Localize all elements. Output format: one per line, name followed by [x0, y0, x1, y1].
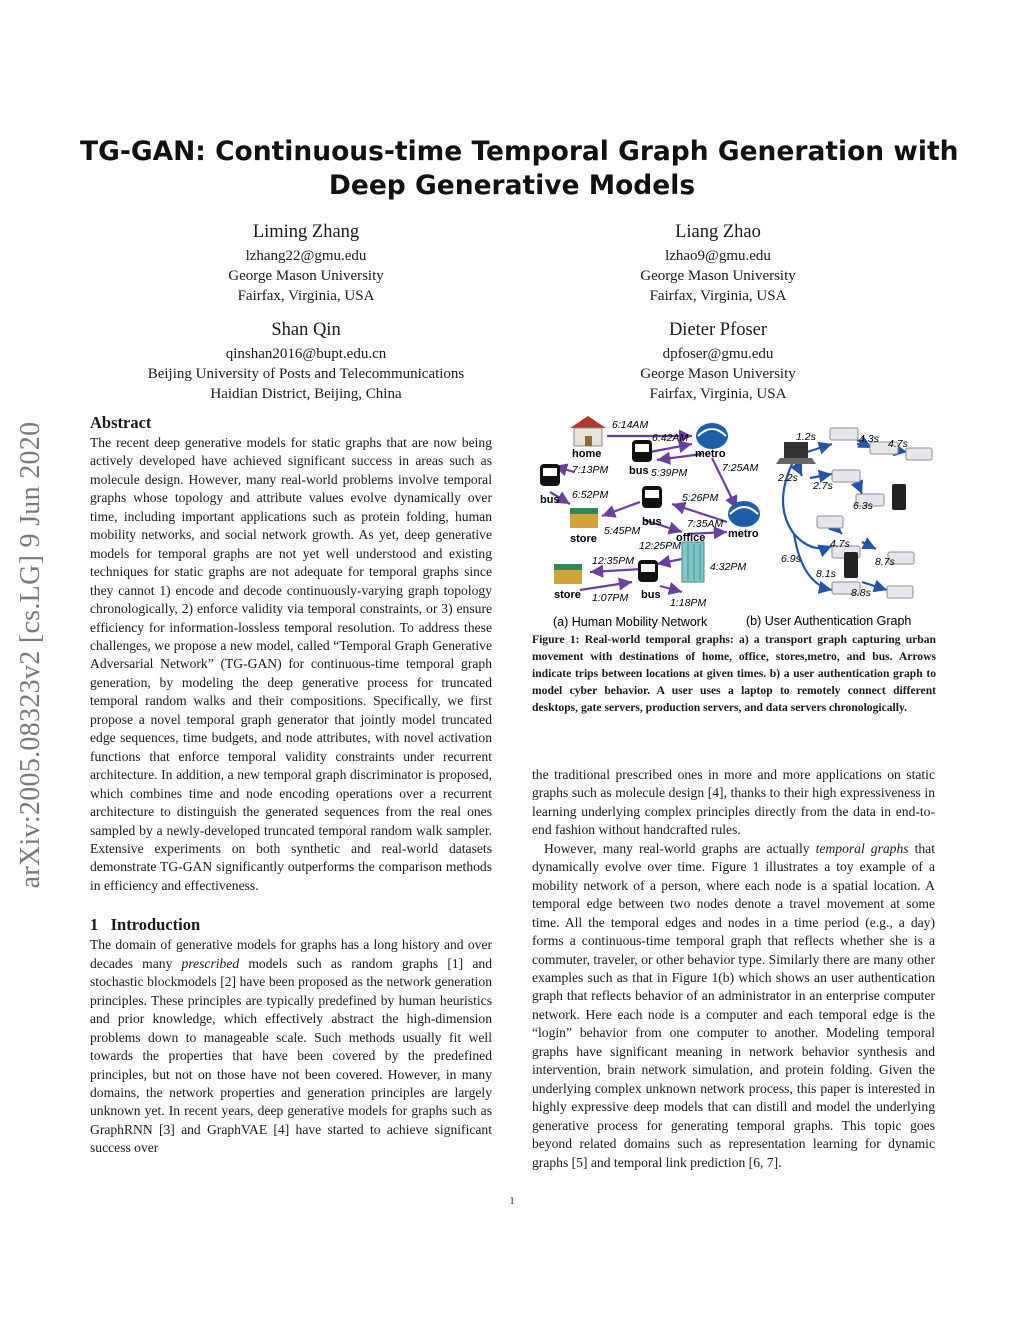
time-label: 5:26PM [682, 492, 719, 504]
author-block-2 [568, 220, 868, 306]
author-affiliation: George Mason University [640, 268, 796, 284]
paragraph: However, many real-world graphs are actually temporal graphs that dynamically evolve over time. Figure 1 illustrates a toy example of a mobility network of a person, where each node is a spatial location. A temporal edge between two nodes denote a travel movement at some time. All the temporal edges and nodes in a time period (e.g., a day) forms a continuous-time temporal graph that reflects whether she is a commuter, traveler, or other behavior type. Similarly there are many other examples such as that in Figure 1(b) which shows an user authentication graph that reflects behavior of an administrator in an enterprise computer network. Here each node is a computer and each temporal edge is the “login” behavior from one computer to another. Modeling temporal graphs have significant meaning in network behavior synthesis and intervention, brain network simulation, and protein folding. Given the underlying complex unknown network process, this paper is interested in highly expressive deep models that can distill and model the underlying generative process for generating temporal graphs. This topic goes beyond related domains such as representation learning for dynamic graphs [5] and temporal link prediction [6, 7]. [532, 840, 935, 1170]
time-label: 6:42AM [652, 432, 689, 444]
time-label: 8.7s [875, 556, 895, 568]
arxiv-identifier: arXiv:2005.08323v2 [cs.LG] 9 Jun 2020 [15, 421, 46, 889]
subfigure-label-a: (a) Human Mobility Network [553, 615, 708, 629]
node-label: bus [629, 465, 649, 477]
server-icon [906, 448, 932, 460]
laptop-icon [776, 442, 816, 464]
time-label: 4:32PM [710, 561, 747, 573]
author-block-1 [156, 220, 456, 306]
time-label: 8.8s [851, 587, 871, 599]
time-label: 1:07PM [592, 592, 629, 604]
node-label: office [676, 532, 706, 544]
abstract-heading: Abstract [90, 413, 152, 432]
node-label: bus [642, 516, 662, 528]
time-label: 12:35PM [592, 555, 635, 567]
node-label: bus [641, 589, 661, 601]
author-name: Dieter Pfoser [668, 320, 768, 340]
time-label: 7:35AM [687, 518, 724, 530]
node-label: metro [728, 528, 759, 540]
time-label: 6:52PM [572, 489, 609, 501]
title-line-1: TG-GAN: Continuous-time Temporal Graph Generation with [80, 136, 959, 167]
title-line-2: Deep Generative Models [328, 170, 696, 201]
author-email: dpfoser@gmu.edu [662, 346, 774, 362]
bus-icon [642, 486, 662, 508]
page-number: 1 [509, 1196, 515, 1207]
figure-1-graphic [532, 414, 936, 632]
node-label: store [570, 533, 597, 545]
author-affiliation: Beijing University of Posts and Telecommunications [147, 366, 465, 382]
time-label: 2.2s [778, 472, 798, 484]
server-icon [817, 516, 843, 528]
introduction-paragraph: The domain of generative models for graphs has a long history and over decades many prescribed models such as random graphs [1] and stochastic blockmodels [2] have been proposed as the network generation principles. These principles are typically predefined by human heuristics and prior knowledge, which effectively abstract the high-dimension problems down to manageable scale. Such methods usually fit well towards the properties that have been covered by the predefined principles, but not on those have not been covered. However, in many domains, the network properties and generation principles are largely unknown yet. In recent years, deep generative models for graphs such as GraphRNN [3] and GraphVAE [4] have started to achieve significant success over [90, 937, 492, 1156]
time-label: 8.1s [816, 568, 836, 580]
server-icon [832, 470, 860, 482]
left-column [90, 413, 492, 1158]
subfigure-label-b: (b) User Authentication Graph [746, 614, 912, 628]
author-email: lzhao9@gmu.edu [665, 248, 771, 264]
time-label: 5:39PM [651, 467, 688, 479]
author-email: qinshan2016@bupt.edu.cn [225, 346, 387, 362]
author-name: Shan Qin [271, 320, 341, 340]
time-label: 4.7s [830, 538, 850, 550]
author-location: Fairfax, Virginia, USA [649, 386, 787, 402]
time-label: 7:25AM [722, 462, 759, 474]
author-location: Fairfax, Virginia, USA [237, 288, 375, 304]
bus-icon [632, 440, 652, 462]
store-icon [554, 564, 582, 584]
time-label: 5:45PM [604, 525, 641, 537]
author-affiliation: George Mason University [228, 268, 384, 284]
author-name: Liang Zhao [675, 222, 761, 242]
time-label: 1:18PM [670, 597, 707, 609]
time-label: 6:14AM [612, 419, 649, 431]
bus-icon [540, 464, 560, 486]
paragraph: the traditional prescribed ones in more and more applications on static graphs such as molecule design [4], thanks to their high expressiveness in learning underlying complex principles directly from the data in end-to-end fashion without handcrafted rules. [532, 767, 935, 838]
time-label: 4.3s [859, 433, 879, 445]
paper-title [80, 135, 959, 203]
store-icon [570, 508, 598, 528]
author-affiliation: George Mason University [640, 366, 796, 382]
time-label: 2.7s [813, 480, 833, 492]
bus-icon [638, 560, 658, 582]
time-label: 12:25PM [639, 540, 682, 552]
author-email: lzhang22@gmu.edu [245, 248, 367, 264]
office-icon [682, 542, 704, 582]
author-block-4 [568, 318, 868, 404]
figure-1-caption: Figure 1: Real-world temporal graphs: a) a transport graph capturing urban movement with destinations of home, office, stores,metro, and bus. Arrows indicate trips between locations at given times. b) a user authentication graph to model cyber behavior. A user uses a laptop to remotely connect different desktops, gate servers, production servers, and data servers chronologically. [532, 633, 936, 715]
introduction-heading [90, 915, 492, 935]
time-label: 4.7s [888, 438, 908, 450]
time-label: 6.9s [781, 553, 801, 565]
data-server-icon [844, 552, 858, 578]
node-label: store [554, 589, 581, 601]
section-title: Introduction [110, 915, 201, 935]
metro-icon [728, 501, 760, 527]
server-icon [830, 428, 858, 440]
author-block-3 [106, 318, 506, 404]
abstract-text: The recent deep generative models for static graphs that are now being actively developed have achieved significant success in areas such as molecule design. However, many real-world problems involve temporal graphs whose topology and attribute values evolve dynamically over time, including important applications such as protein folding, human mobility networks, and social network growth. As yet, deep generative models for temporal graphs are not yet well understood and existing techniques for static graphs are not adequate for temporal graphs since they cannot 1) encode and decode continuously-varying graph topology chronologically, 2) enforce validity via temporal constraints, or 3) ensure efficiency for information-lossless temporal resolution. To address these challenges, we propose a new model, called “Temporal Graph Generative Adversarial Network” (TG-GAN) for continuous-time temporal graph generation, by modeling the deep generative process for truncated temporal random walks and their compositions. Specifically, we first propose a novel temporal graph generator that jointly model truncated edge sequences, time budgets, and node attributes, with novel activation functions that enforce temporal validity constraints under recurrent architecture. In addition, a new temporal graph discriminator is proposed, which combines time and node encoding operations over a recurrent architecture to distinguish the generated sequences from the real ones sampled by a newly-developed truncated temporal random walk sampler. Extensive experiments on both synthetic and real-world datasets demonstrate TG-GAN significantly outperforms the comparison methods in efficiency and effectiveness. [90, 435, 492, 893]
home-icon [570, 416, 606, 446]
author-name: Liming Zhang [252, 222, 360, 242]
author-location: Haidian District, Beijing, China [210, 386, 402, 402]
data-server-icon [892, 484, 906, 510]
time-label: 6.3s [853, 500, 873, 512]
server-icon [887, 586, 913, 598]
time-label: 1.2s [796, 431, 816, 443]
time-label: 7:13PM [572, 464, 609, 476]
author-location: Fairfax, Virginia, USA [649, 288, 787, 304]
node-label: bus [540, 494, 560, 506]
metro-icon [696, 423, 728, 449]
node-label: metro [695, 448, 726, 460]
right-column-text [532, 766, 935, 1172]
node-label: home [572, 448, 602, 460]
figure-1 [532, 414, 936, 632]
section-number: 1 [90, 915, 99, 935]
